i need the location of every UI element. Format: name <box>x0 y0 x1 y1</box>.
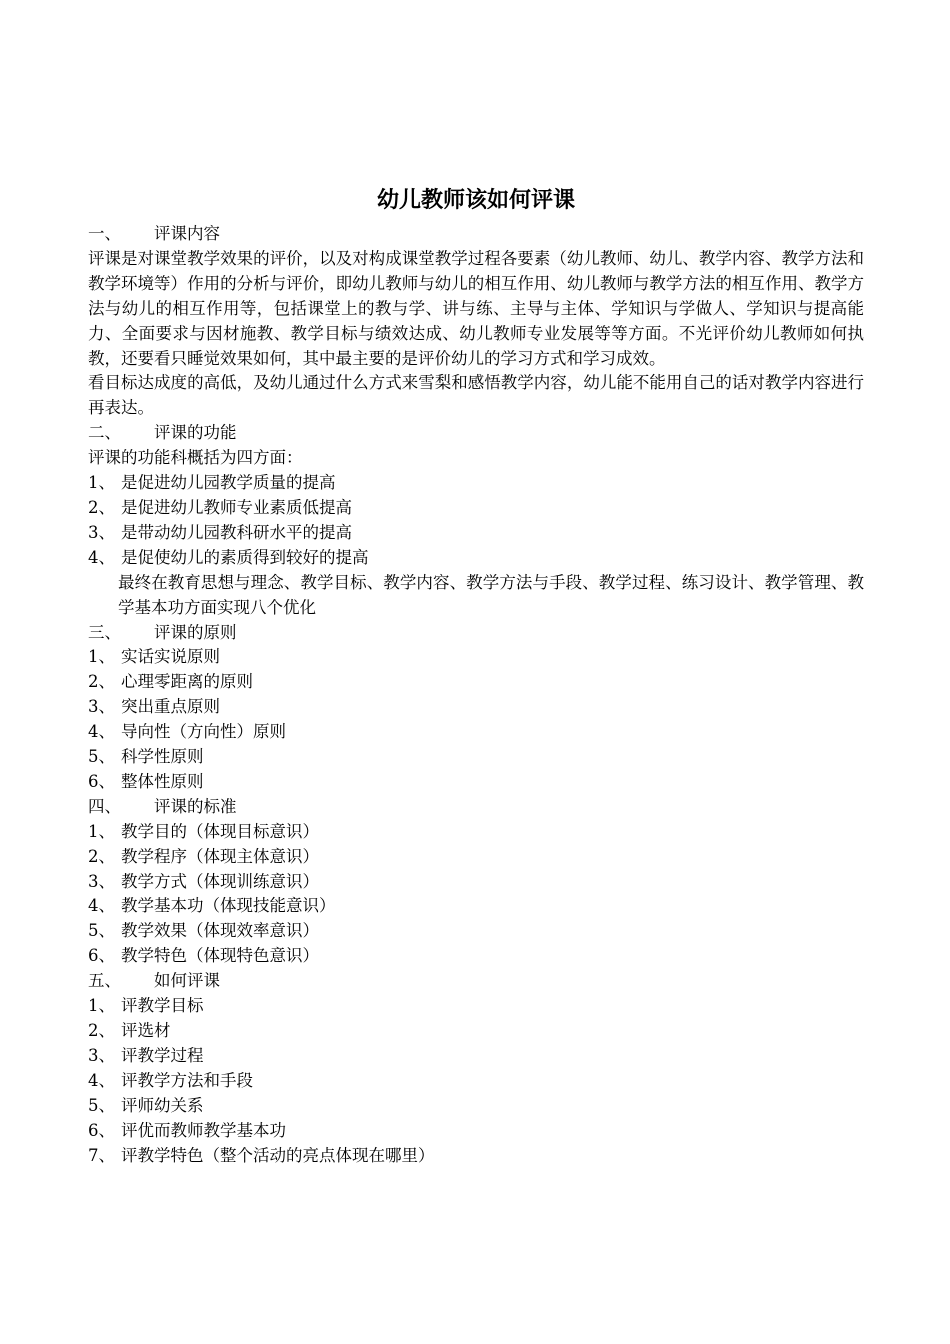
section-number: 三、 <box>88 622 121 642</box>
list-text: 教学程序（体现主体意识） <box>121 846 319 866</box>
list-item <box>88 1019 864 1044</box>
list-number: 4、 <box>88 722 115 742</box>
section-number: 二、 <box>88 423 121 443</box>
list-item <box>88 670 864 695</box>
list-text: 评师幼关系 <box>121 1095 204 1115</box>
list-text: 评选材 <box>121 1021 171 1040</box>
section-title: 评课的标准 <box>154 796 237 816</box>
list-number: 1、 <box>88 996 115 1016</box>
list-number: 4、 <box>88 547 115 567</box>
list-text: 教学效果（体现效率意识） <box>121 921 319 941</box>
list-number: 6、 <box>88 771 115 791</box>
list-text: 评教学特色（整个活动的亮点体现在哪里） <box>121 1145 435 1165</box>
list-text: 评教学过程 <box>121 1045 204 1065</box>
list-text: 突出重点原则 <box>121 697 220 717</box>
list-text: 评教学目标 <box>121 996 204 1016</box>
list-text: 教学基本功（体现技能意识） <box>121 896 336 916</box>
list-number: 3、 <box>88 697 115 717</box>
list-text: 评优而教师教学基本功 <box>121 1120 286 1140</box>
list-item <box>88 820 864 845</box>
list-item <box>88 471 864 496</box>
list-number: 5、 <box>88 747 115 767</box>
section-number: 一、 <box>88 224 121 243</box>
list-item <box>88 944 864 969</box>
list-text: 导向性（方向性）原则 <box>121 722 286 742</box>
list-number: 1、 <box>88 821 115 841</box>
list-item <box>88 1144 864 1169</box>
list-item <box>88 496 864 521</box>
list-text: 是促进幼儿园教学质量的提高 <box>121 473 336 493</box>
section-heading-5 <box>88 969 864 994</box>
list-item <box>88 1119 864 1144</box>
list-text: 是促使幼儿的素质得到较好的提高 <box>121 547 369 567</box>
list-number: 5、 <box>88 921 115 941</box>
list-number: 3、 <box>88 871 115 891</box>
list-number: 3、 <box>88 522 115 542</box>
section-heading-4 <box>88 795 864 820</box>
list-number: 6、 <box>88 946 115 966</box>
list-item <box>88 919 864 944</box>
list-item <box>88 745 864 770</box>
paragraph: 看目标达成度的高低，及幼儿通过什么方式来雪梨和感悟教学内容，幼儿能不能用自己的话对教学内容进行再表达。 <box>88 373 864 418</box>
paragraph: 评课是对课堂教学效果的评价，以及对构成课堂教学过程各要素（幼儿教师、幼儿、教学内容、教学方法和教学环境等）作用的分析与评价，即幼儿教师与幼儿的相互作用、幼儿教师与教学方法的相互作用、教学方法与幼儿的相互作用等，包括课堂上的教与学、讲与练、主导与主体、学知识与学做人、学知识与提高能力、全面要求与因材施教、教学目标与绩效达成、幼儿教师专业发展等等方面。不光评价幼儿教师如何执教，还要看只睡觉效果如何，其中最主要的是评价幼儿的学习方式和学习成效。 <box>88 248 864 368</box>
document-page <box>88 180 864 1168</box>
list-item <box>88 994 864 1019</box>
list-number: 4、 <box>88 896 115 916</box>
list-text: 评教学方法和手段 <box>121 1070 253 1090</box>
section-heading-1 <box>88 222 864 247</box>
list-number: 5、 <box>88 1095 115 1115</box>
list-number: 2、 <box>88 672 115 692</box>
section-title: 评课的功能 <box>154 423 237 443</box>
list-item <box>88 1069 864 1094</box>
list-number: 1、 <box>88 473 115 493</box>
section-title: 评课的原则 <box>154 622 237 642</box>
list-number: 2、 <box>88 497 115 517</box>
document-title: 幼儿教师该如何评课 <box>376 187 575 213</box>
list-text: 教学方式（体现训练意识） <box>121 871 319 891</box>
list-number: 2、 <box>88 1021 115 1040</box>
paragraph: 最终在教育思想与理念、教学目标、教学内容、教学方法与手段、教学过程、练习设计、教学管理、教学基本功方面实现八个优化 <box>118 572 864 617</box>
section-heading-3 <box>88 621 864 646</box>
list-text: 教学特色（体现特色意识） <box>121 946 319 966</box>
list-text: 整体性原则 <box>121 771 204 791</box>
list-item <box>88 1044 864 1069</box>
list-text: 心理零距离的原则 <box>121 672 253 692</box>
section-number: 四、 <box>88 796 121 816</box>
list-number: 2、 <box>88 846 115 866</box>
section-heading-2 <box>88 421 864 446</box>
list-item <box>88 645 864 670</box>
list-item <box>88 870 864 895</box>
list-item <box>88 845 864 870</box>
list-item <box>88 720 864 745</box>
paragraph: 评课的功能科概括为四方面： <box>88 448 303 468</box>
list-number: 7、 <box>88 1145 115 1165</box>
list-text: 教学目的（体现目标意识） <box>121 821 319 841</box>
list-text: 是促进幼儿教师专业素质低提高 <box>121 497 352 517</box>
section-number: 五、 <box>88 971 121 991</box>
list-item <box>88 546 864 571</box>
list-number: 4、 <box>88 1070 115 1090</box>
list-text: 实话实说原则 <box>121 647 220 667</box>
list-number: 6、 <box>88 1120 115 1140</box>
list-item <box>88 521 864 546</box>
section-title: 评课内容 <box>154 224 220 243</box>
list-number: 1、 <box>88 647 115 667</box>
list-item <box>88 894 864 919</box>
list-item <box>88 695 864 720</box>
list-text: 是带动幼儿园教科研水平的提高 <box>121 522 352 542</box>
list-text: 科学性原则 <box>121 747 204 767</box>
list-item <box>88 770 864 795</box>
list-number: 3、 <box>88 1045 115 1065</box>
list-item <box>88 1094 864 1119</box>
section-title: 如何评课 <box>154 971 220 991</box>
